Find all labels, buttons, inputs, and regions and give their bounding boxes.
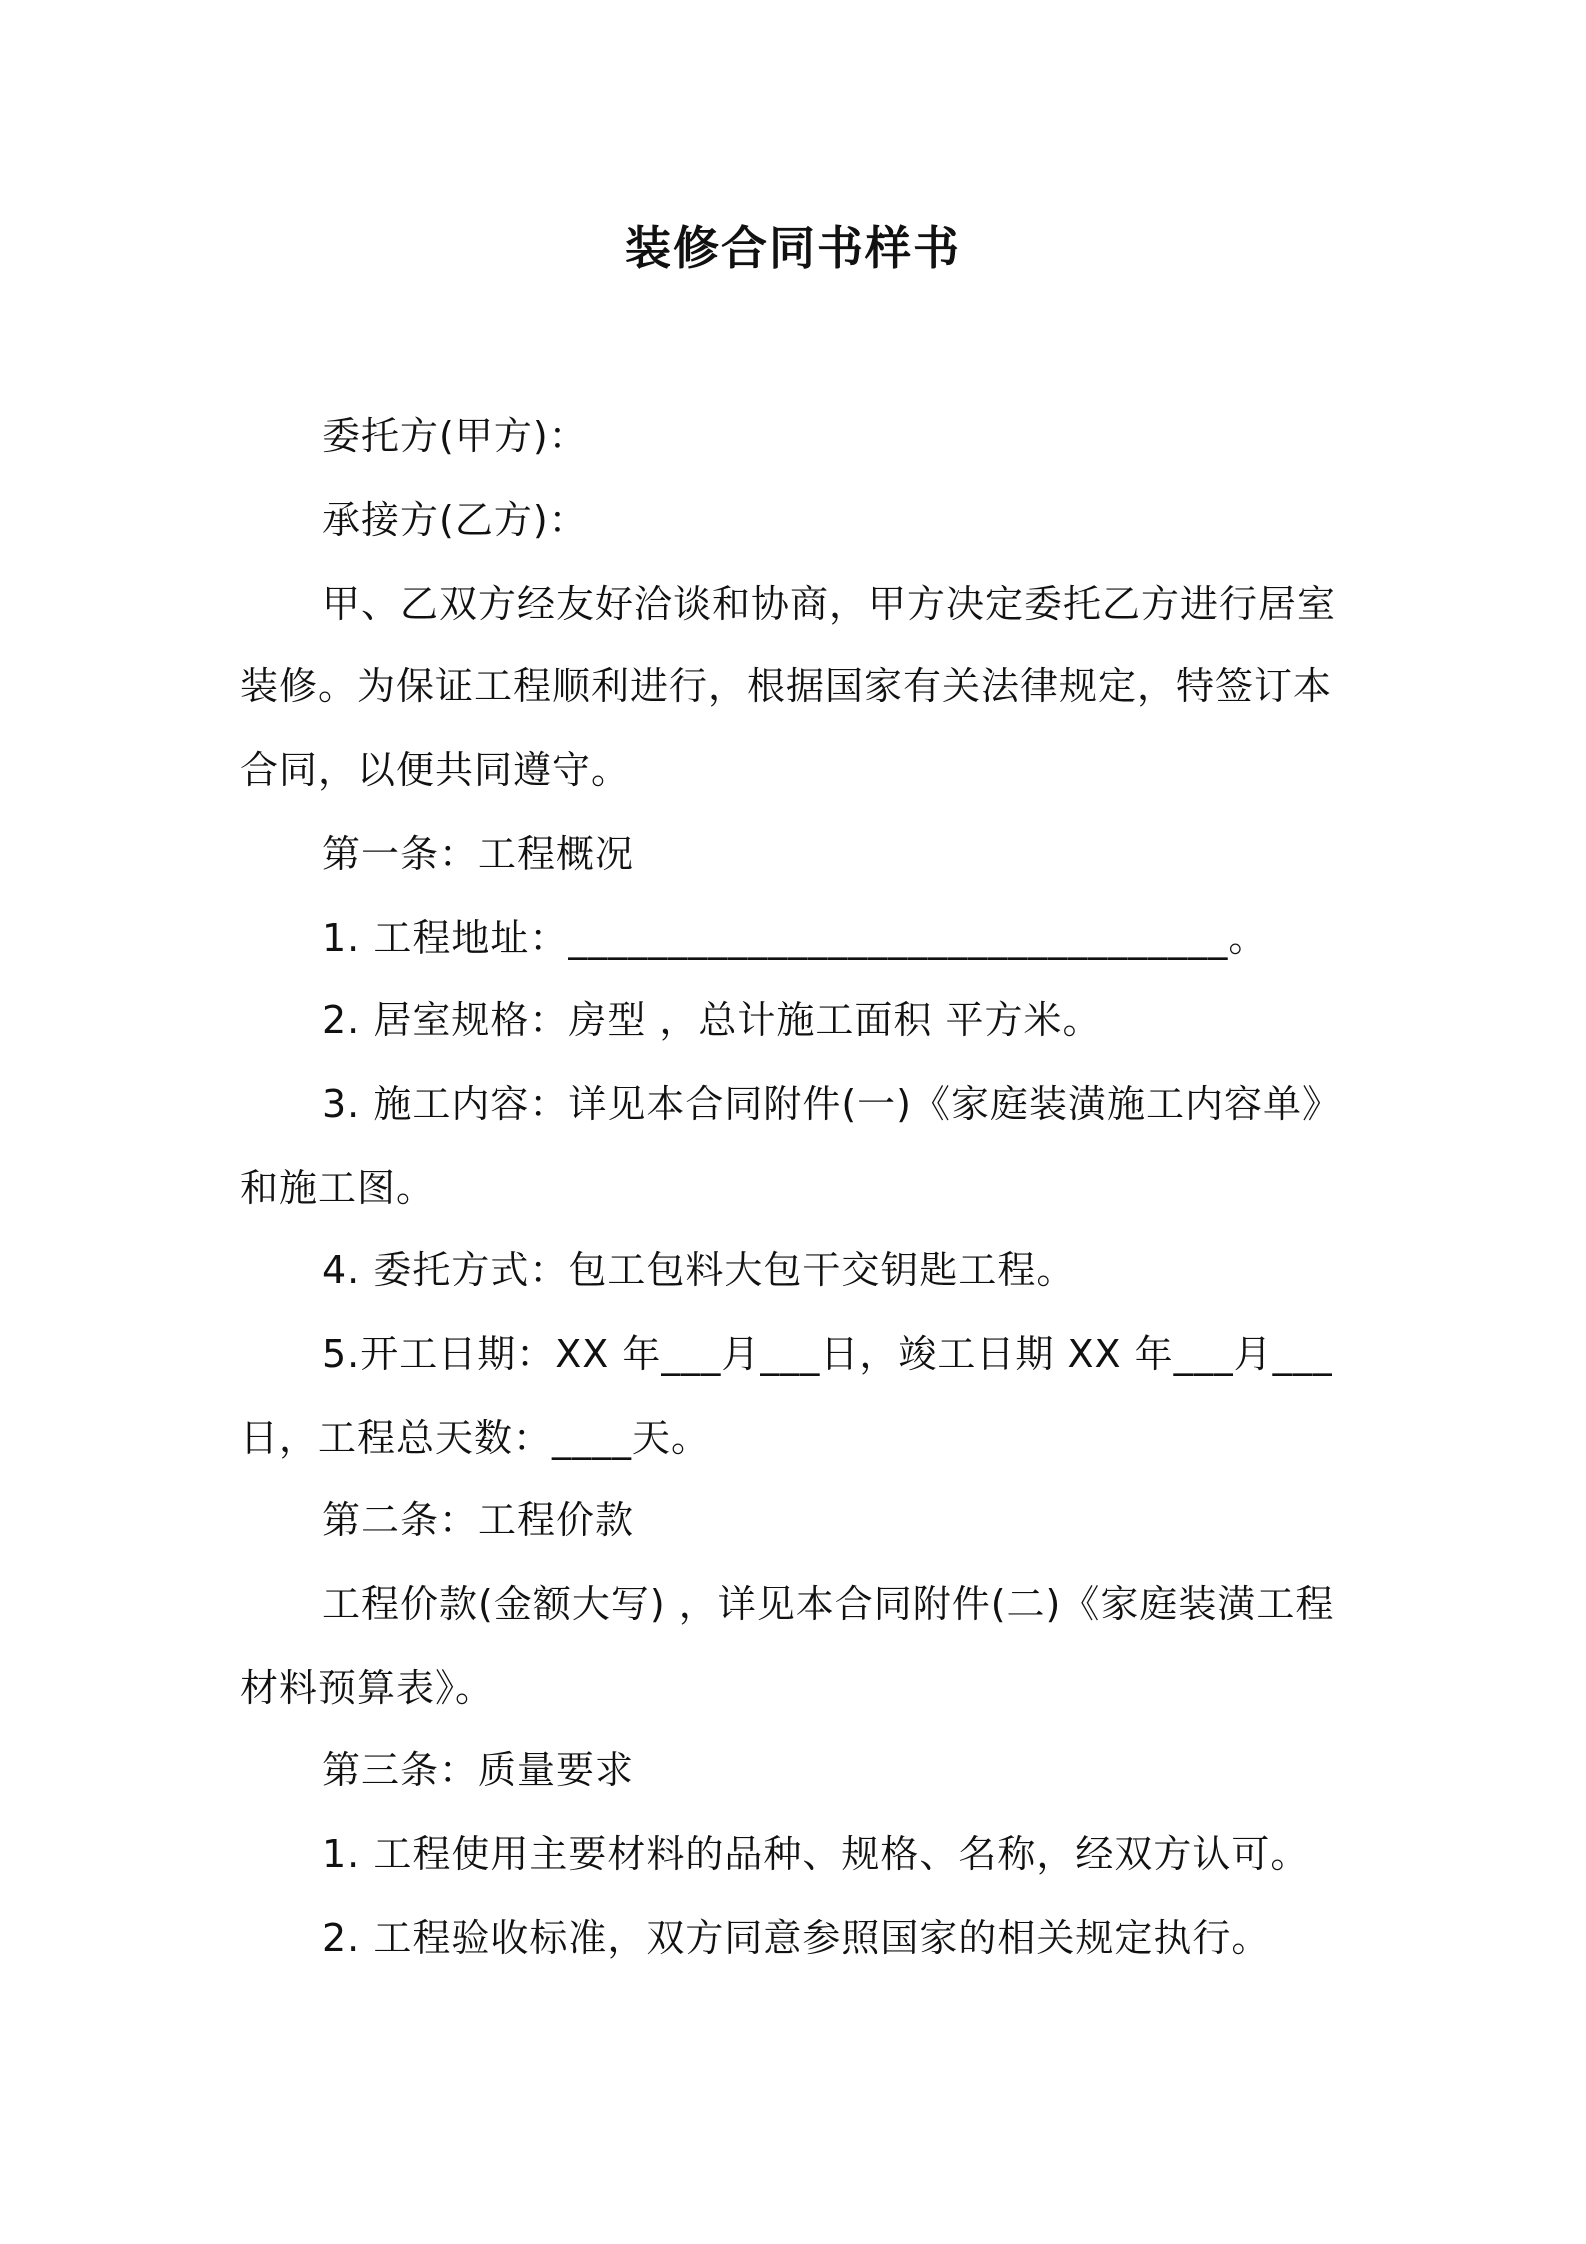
- document-title: 装修合同书样书: [625, 221, 961, 275]
- article-1-item-4: 4. 委托方式：包工包料大包干交钥匙工程。: [322, 1248, 1076, 1292]
- article-1-item-1: 1. 工程地址：_________________________________。: [322, 916, 1268, 960]
- article-1-item-2: 2. 居室规格：房型 ，总计施工面积 平方米。: [322, 998, 1102, 1042]
- article-1-item-3-line-1: 3. 施工内容：详见本合同附件(一)《家庭装潢施工内容单》: [322, 1082, 1341, 1126]
- article-3-item-1: 1. 工程使用主要材料的品种、规格、名称，经双方认可。: [322, 1832, 1310, 1876]
- party-b-line: 承接方(乙方)：: [322, 498, 588, 542]
- article-2-paragraph-line-1: 工程价款(金额大写) ，详见本合同附件(二)《家庭装潢工程: [322, 1582, 1335, 1626]
- intro-paragraph-line-1: 甲、乙双方经友好洽谈和协商，甲方决定委托乙方进行居室: [322, 582, 1337, 626]
- article-3-heading: 第三条：质量要求: [322, 1748, 635, 1792]
- intro-paragraph-line-3: 合同，以便共同遵守。: [240, 748, 631, 792]
- party-a-line: 委托方(甲方)：: [322, 414, 588, 458]
- article-1-item-5-line-1: 5.开工日期：XX 年___月___日，竣工日期 XX 年___月___: [322, 1332, 1333, 1376]
- article-1-item-3-line-2: 和施工图。: [240, 1166, 436, 1210]
- article-2-paragraph-line-2: 材料预算表》。: [240, 1666, 495, 1710]
- article-2-heading: 第二条：工程价款: [322, 1498, 635, 1542]
- intro-paragraph-line-2: 装修。为保证工程顺利进行，根据国家有关法律规定，特签订本: [240, 664, 1333, 708]
- article-3-item-2: 2. 工程验收标准，双方同意参照国家的相关规定执行。: [322, 1916, 1271, 1960]
- article-1-item-5-line-2: 日，工程总天数：____天。: [240, 1416, 711, 1460]
- article-1-heading: 第一条：工程概况: [322, 832, 635, 876]
